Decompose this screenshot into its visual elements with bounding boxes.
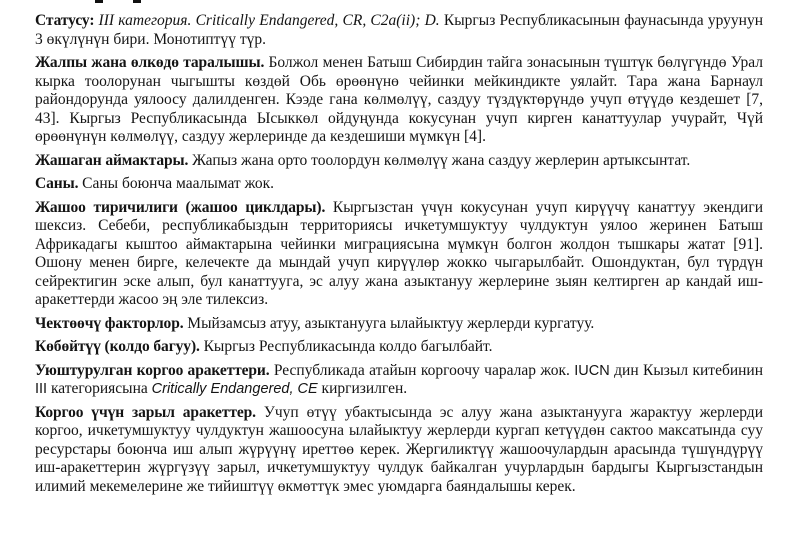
section-label: Көбөйтүү (колдо багуу).	[35, 338, 204, 355]
body-text: Республикада атайын коргоочу чаралар жок.	[273, 361, 575, 379]
iucn-acronym: IUCN	[574, 362, 610, 379]
body-text: Кыргыз Республикасынын фаунасында уруунун 3 өкүлүнүн бири. Монотиптүү түр.	[35, 12, 763, 48]
section-label: Жалпы жана өлкөдө таралышы.	[35, 54, 269, 71]
body-text: Учуп өтүү убактысында эс алуу жана азыктанууга жарактуу жерлерди коргоо, ичкетумшуктуу чулдуктун жашоосуна ылайыктуу жерлерди кургап кетүүдөн сактоо максатында суу ресурстары боюнча иш алып жүрүүнү иреттөө керек. Жергиликтүү жашоочулардын арасында түшүндүрүү иш-аракеттерин жүргүзүү зарыл, ичкетумшуктуу чулдук байкалган учурлардын бардыгы Кыргызстандын илимий мекемелерине же тийиштүү өкмөттүк эмес уюмдарга баяндалышы керек.	[35, 403, 763, 495]
page-edge-artifact	[133, 0, 141, 3]
category-numeral: III	[35, 381, 48, 397]
body-text: Кыргыз Республикасында колдо багылбайт.	[203, 338, 493, 355]
section-label: Саны.	[35, 175, 83, 192]
paragraph-breeding	[35, 338, 763, 357]
paragraph-population	[35, 175, 763, 194]
section-label: Уюштурулган коргоо аракеттери.	[35, 361, 274, 379]
page-edge-artifact	[95, 0, 103, 3]
paragraph-limiting-factors	[35, 315, 763, 334]
section-label: Жашаган аймактары.	[35, 151, 189, 169]
body-text: Мыйзамсыз атуу, азыктанууга ылайыктуу жерлерди кургатуу.	[187, 314, 595, 332]
body-text: Жапыз жана орто тоолордун көлмөлүү жана саздуу жерлерин артыксынтат.	[192, 151, 691, 169]
paragraph-distribution	[35, 54, 763, 147]
body-text: Болжол менен Батыш Сибирдин тайга зонасынын түштүк бөлүгүндө Урал кырка тоолорунан чыгышты көздөй Обь өрөөнүнө чейинки мейкиндикте уялайт. Тара жана Барнаул райондорунда уялоосу далилденген. Кээде гана көлмөлүү, саздуу түздүктөрүндө учуп өтүүдө кездешет [7, 43]. Кыргыз Республикасында Ысыккөл ойдуңунда кокусунан учуп кирген канаттуулар учурайт, Чүй өрөөнүнүн көлмөлүү, саздуу жерлеринде да кездешиши мүмкүн [4].	[35, 54, 764, 145]
paragraph-conservation-measures	[35, 362, 763, 399]
body-text: Кыргызстан үчүн кокусунан учуп кирүүчү канаттуу экендиги шексиз. Себеби, республикабыздын территориясы ичкетумшуктуу чулдуктун уялоо жеринен Батыш Африкадагы кыштоо аймактарына чейинки миграциясына мүмкүн болгон жолдон тышкары жатат [91]. Ошону менен бирге, келечекте да мындай учуп кирүүлөр жокко чыгарылбайт. Ошондуктан, бул түрдүн сейректигин эске алып, бул канаттууга, эс алуу жана азыктануу жерлерине зыян келтирген ар кандай иш-аракеттерди жасоо эң эле тилексиз.	[35, 198, 763, 308]
section-label: Коргоо үчүн зарыл аракеттер.	[35, 403, 264, 421]
paragraph-biology	[35, 199, 763, 310]
section-label: Статусу:	[35, 12, 99, 29]
body-text: Саны боюнча маалымат жок.	[82, 175, 275, 192]
paragraph-habitats	[35, 152, 763, 171]
section-label: Жашоо тиричилиги (жашоо циклдары).	[35, 198, 333, 216]
body-text: дин Кызыл китебинин	[614, 361, 764, 379]
paragraph-conservation-actions	[35, 404, 763, 497]
status-category-text: III категория. Critically Endangered, CR, C2a(ii); D.	[98, 12, 444, 29]
body-text: киргизилген.	[321, 380, 408, 397]
section-label: Чектөөчү факторлор.	[35, 314, 188, 332]
iucn-status-text: Critically Endangered, CE	[151, 381, 318, 397]
body-text: категориясына	[50, 380, 152, 397]
paragraph-status	[35, 12, 763, 49]
